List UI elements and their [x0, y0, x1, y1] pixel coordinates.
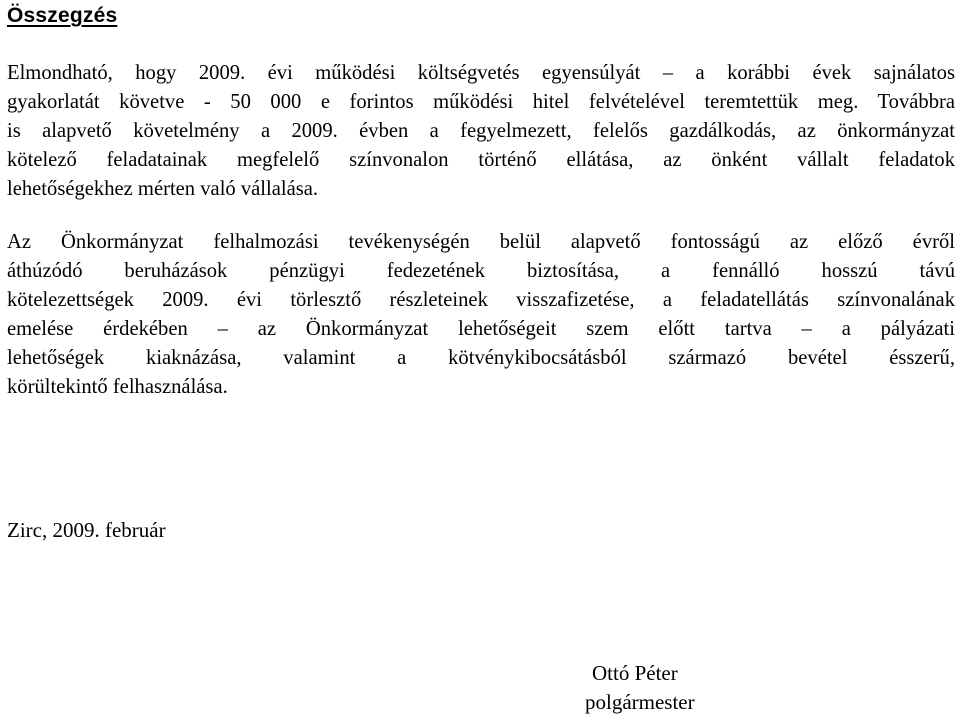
signatory-name: Ottó Péter	[592, 661, 678, 685]
paragraph-line: lehetőségekhez mérten való vállalása.	[7, 178, 319, 200]
paragraph-line: emelése érdekében – az Önkormányzat lehetőségeit szem előtt tartva – a pályázati	[7, 318, 955, 340]
signature-block	[585, 659, 695, 717]
paragraph-line: áthúzódó beruházások pénzügyi fedezetének biztosítása, a fennálló hosszú távú	[7, 260, 955, 282]
paragraph-line: Elmondható, hogy 2009. évi működési költségvetés egyensúlyát – a korábbi évek sajnálatos	[7, 62, 955, 84]
paragraph-line: kötelező feladatainak megfelelő színvonalon történő ellátása, az önként vállalt feladatok	[7, 149, 955, 171]
summary-paragraph-operating-budget	[7, 59, 955, 204]
section-heading: Összegzés	[7, 4, 118, 27]
paragraph-line: kötelezettségek 2009. évi törlesztő részleteinek visszafizetése, a feladatellátás színvonalának	[7, 289, 955, 311]
paragraph-line: körültekintő felhasználása.	[7, 376, 228, 398]
paragraph-line: Az Önkormányzat felhalmozási tevékenységén belül alapvető fontosságú az előző évről	[7, 231, 955, 253]
paragraph-line: is alapvető követelmény a 2009. évben a fegyelmezett, felelős gazdálkodás, az önkormányzat	[7, 120, 955, 142]
signatory-title: polgármester	[585, 690, 695, 714]
place-and-date: Zirc, 2009. február	[7, 518, 166, 542]
paragraph-line: gyakorlatát követve - 50 000 e forintos működési hitel felvételével teremtettük meg. Továbbra	[7, 91, 955, 113]
summary-paragraph-investment	[7, 228, 955, 402]
paragraph-line: lehetőségek kiaknázása, valamint a kötvénykibocsátásból származó bevétel ésszerű,	[7, 347, 955, 369]
